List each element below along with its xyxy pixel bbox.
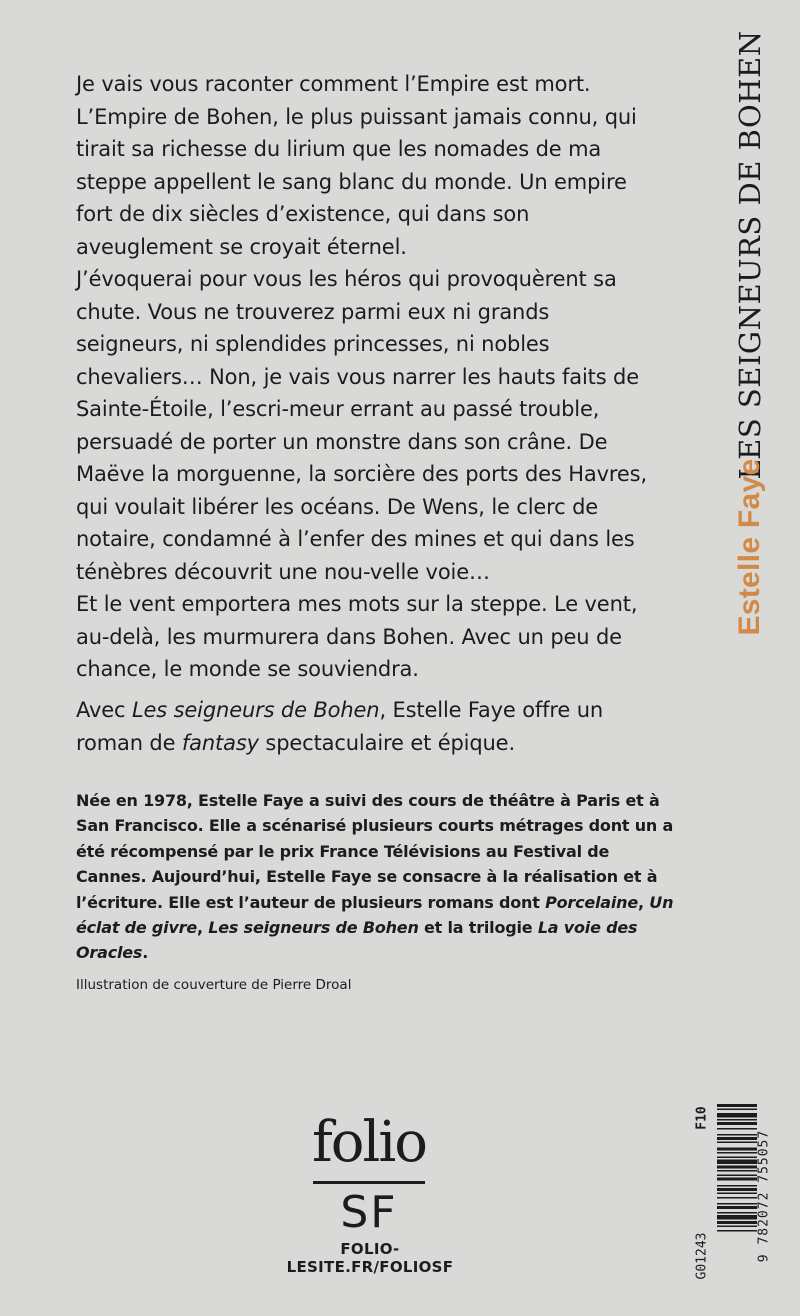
logo-folio-text: folio <box>312 1110 426 1175</box>
blurb-paragraph-3: Et le vent emportera mes mots sur la steppe. Le vent, au-delà, les murmurera dans Bohen. Avec un peu de chance, le monde se souviendra. <box>76 592 638 681</box>
bio-end: . <box>142 943 149 963</box>
barcode-bar <box>717 1175 757 1177</box>
bio-book-eclat: Un éclat de givre <box>76 892 674 938</box>
barcode-bar <box>717 1185 757 1187</box>
logo-divider <box>313 1181 425 1184</box>
barcode-bar <box>717 1170 757 1172</box>
bio-sep-3: et la trilogie <box>418 918 538 938</box>
back-cover-blurb <box>76 68 656 686</box>
bio-book-porcelaine: Porcelaine <box>545 892 639 912</box>
barcode-bar <box>717 1197 757 1199</box>
barcode-bar <box>717 1122 757 1125</box>
barcode-bar <box>717 1113 757 1118</box>
barcode-bars <box>717 1104 757 1284</box>
pitch-mid: , Estelle Faye offre un roman de <box>76 698 604 755</box>
barcode-bar <box>717 1166 757 1169</box>
bio-book-oracles: La voie des Oracles <box>76 918 638 963</box>
barcode-bar <box>717 1119 757 1121</box>
barcode-bar <box>717 1152 757 1154</box>
illustration-credit: Illustration de couverture de Pierre Droal <box>76 977 352 993</box>
barcode-block: G01243 F10 9 782072 755057 <box>693 1096 769 1296</box>
barcode-bar <box>717 1230 757 1232</box>
bio-text: Née en 1978, Estelle Faye a suivi des cours de théâtre à Paris et à San Francisco. Elle a scénarisé plusieurs courts métrages dont un a été récompensé par le prix France Télévisions au Festival de Cannes. Aujourd’hui, Estelle Faye se consacre à la réalisation et à l’écriture. Elle est l’auteur de plusieurs romans dont <box>76 791 674 912</box>
bio-book-seigneurs: Les seigneurs de Bohen <box>208 918 419 938</box>
barcode-bar <box>717 1134 757 1136</box>
blurb-paragraph-2: J’évoquerai pour vous les héros qui provoquèrent sa chute. Vous ne trouverez parmi eux ni grands seigneurs, ni splendides princesses, ni nobles chevaliers… Non, je vais vous narrer les hauts faits de Sainte-Étoile, l’escri-meur errant au passé trouble, persuadé de porter un monstre dans son crâne. De Maëve la morguenne, la sorcière des ports des Havres, qui voulait libérer les océans. De Wens, le clerc de notaire, condamné à l’enfer des mines et qui dans les ténèbres découvrit une nou-velle voie… <box>76 267 647 584</box>
barcode-bar <box>717 1104 757 1107</box>
barcode-bar <box>717 1226 757 1228</box>
barcode-bar <box>717 1221 757 1224</box>
barcode-bar <box>717 1212 757 1214</box>
barcode-bar <box>717 1178 757 1181</box>
bio-sep-2: , <box>197 918 209 938</box>
barcode-bar <box>717 1160 757 1165</box>
spine-author-text: Estelle Faye <box>733 458 766 636</box>
barcode-bar <box>717 1203 757 1205</box>
author-bio <box>76 788 676 966</box>
barcode-bar <box>717 1148 757 1151</box>
folio-sf-logo <box>279 1110 459 1238</box>
pitch-genre: fantasy <box>181 730 259 755</box>
pitch-book-title: Les seigneurs de Bohen <box>131 698 380 722</box>
pitch-pre: Avec <box>76 698 132 722</box>
barcode-bar <box>717 1157 757 1159</box>
barcode-bar <box>717 1137 757 1140</box>
barcode-bar <box>717 1206 757 1209</box>
pitch-post: spectaculaire et épique. <box>258 730 515 755</box>
book-pitch <box>76 694 676 759</box>
barcode-bar <box>717 1128 757 1130</box>
logo-sf-text: SF <box>340 1187 398 1238</box>
barcode-bar <box>717 1142 757 1144</box>
blurb-paragraph-1: Je vais vous raconter comment l’Empire est mort. L’Empire de Bohen, le plus puissant jamais connu, qui tirait sa richesse du lirium que les nomades de ma steppe appellent le sang blanc du monde. Un empire fort de dix siècles d’existence, qui dans son aveuglement se croyait éternel. <box>76 72 637 259</box>
bio-sep-1: , <box>638 892 650 912</box>
barcode-bar <box>717 1215 757 1220</box>
publisher-website: FOLIO-LESITE.FR/FOLIOSF <box>286 1240 454 1276</box>
barcode-bar <box>717 1109 757 1111</box>
barcode-bar <box>717 1193 757 1195</box>
spine-title-text: LES SEIGNEURS DE BOHEN <box>733 30 767 480</box>
barcode-bar <box>717 1188 757 1191</box>
